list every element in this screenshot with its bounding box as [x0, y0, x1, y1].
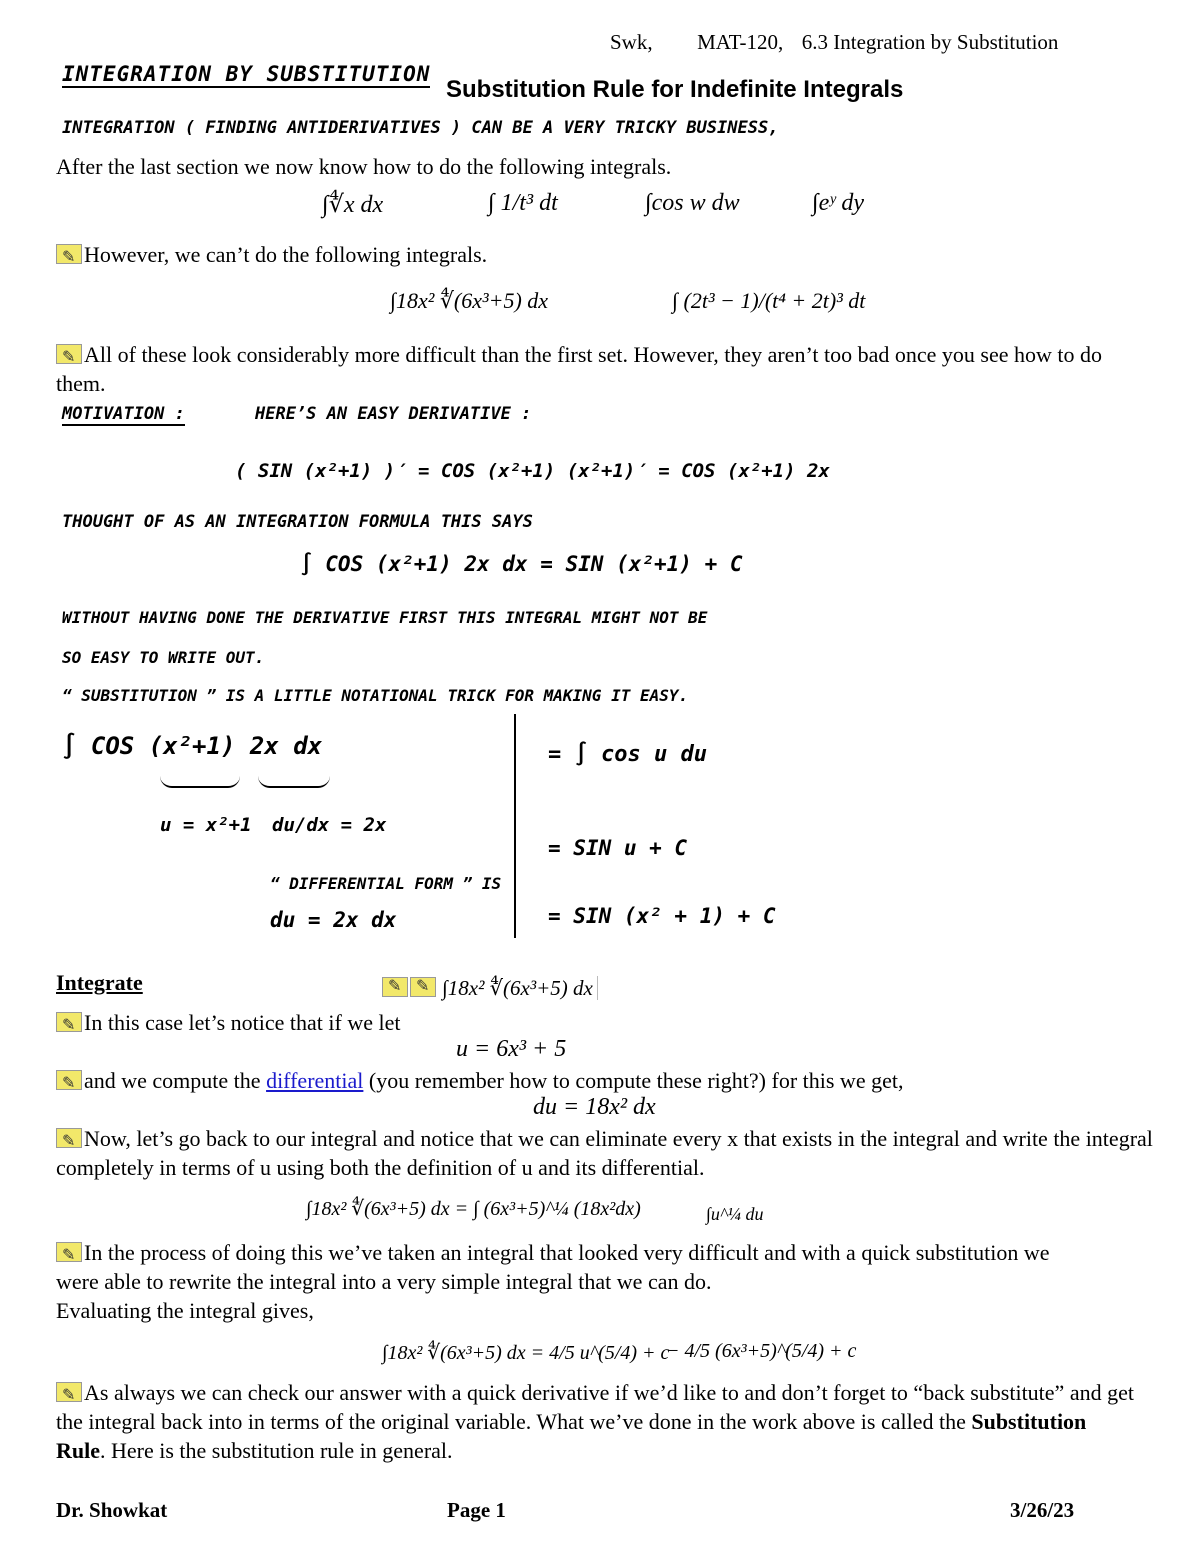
paragraph-in-the-process: ✎In the process of doing this we’ve taken an integral that looked very difficult and with a quick substitution we were able to rewrite the integral into a very simple integral that we can do.: [56, 1238, 1056, 1296]
note-icon[interactable]: [56, 344, 82, 364]
motivation-derivative-line: ( SIN (x²+1) )′ = COS (x²+1) (x²+1)′ = COS (x²+1) 2x: [235, 460, 830, 482]
motivation-easy-derivative: HERE’S AN EASY DERIVATIVE :: [255, 404, 532, 424]
paragraph-evaluating: Evaluating the integral gives,: [56, 1298, 314, 1323]
motivation-label: MOTIVATION :: [62, 404, 185, 424]
hard-integral-2: ∫ (2t³ − 1)/(t⁴ + 2t)³ dt: [672, 288, 866, 313]
rewrite-equation: ∫18x² ∜(6x³+5) dx = ∫ (6x³+5)^¼ (18x²dx): [306, 1198, 641, 1220]
easy-integral-3: ∫cos w dw: [645, 190, 740, 216]
motivation-without-1: WITHOUT HAVING DONE THE DERIVATIVE FIRST THIS INTEGRAL MIGHT NOT BE: [62, 608, 708, 627]
hand-intro: INTEGRATION ( FINDING ANTIDERIVATIVES ) CAN BE A VERY TRICKY BUSINESS,: [62, 118, 779, 138]
du-equation: du = 18x² dx: [533, 1094, 656, 1120]
worked-du-equation: du = 2x dx: [270, 908, 397, 932]
rewrite-u-integral: ∫u^¼ du: [706, 1204, 764, 1224]
footer-page-number: Page 1: [447, 1498, 506, 1522]
motivation-formula: ∫ COS (x²+1) 2x dx = SIN (x²+1) + C: [300, 552, 743, 576]
hand-title: INTEGRATION BY SUBSTITUTION: [62, 62, 431, 86]
integrate-expression: ∫18x² ∜(6x³+5) dx: [442, 976, 598, 1000]
worked-differential-form: “ DIFFERENTIAL FORM ” IS: [270, 874, 502, 893]
paragraph-now-lets-go-back: ✎Now, let’s go back to our integral and notice that we can eliminate every x that exists in the integral and write the integral completely in terms of u using both the definition of u and its differential.: [56, 1124, 1156, 1182]
u-equation: u = 6x³ + 5: [456, 1036, 567, 1062]
worked-du-dx: du/dx = 2x: [272, 814, 387, 836]
motivation-without-2: SO EASY TO WRITE OUT.: [62, 648, 265, 667]
brace-under-cos: [160, 776, 240, 788]
paragraph-after-last-section: After the last section we now know how to do the following integrals.: [56, 154, 672, 179]
footer-date: 3/26/23: [1010, 1498, 1075, 1522]
evaluate-equation: ∫18x² ∜(6x³+5) dx = 4/5 u^(5/4) + c: [382, 1342, 670, 1364]
note-icon[interactable]: [56, 1128, 82, 1148]
page-header: [610, 30, 1058, 55]
easy-integral-2: ∫ 1/t³ dt: [488, 190, 558, 216]
page-subtitle: Substitution Rule for Indefinite Integrals: [446, 76, 904, 103]
note-icon[interactable]: [382, 977, 408, 997]
integrate-label: Integrate: [56, 970, 143, 995]
header-course: MAT-120,: [697, 30, 784, 54]
note-icon[interactable]: [410, 977, 436, 997]
paragraph-in-this-case: ✎In this case let’s notice that if we let: [56, 1008, 400, 1037]
evaluate-final: − 4/5 (6x³+5)^(5/4) + c: [666, 1340, 857, 1362]
paragraph-all-of-these: ✎All of these look considerably more difficult than the first set. However, they aren’t too bad once you see how to do them.: [56, 340, 1146, 398]
worked-right-1: = ∫ cos u du: [548, 742, 707, 767]
note-icon[interactable]: [56, 1242, 82, 1262]
hard-integral-1: ∫18x² ∜(6x³+5) dx: [390, 288, 549, 313]
footer-author: Dr. Showkat: [56, 1498, 168, 1522]
paragraph-however: ✎However, we can’t do the following integrals.: [56, 240, 487, 269]
motivation-trick: “ SUBSTITUTION ” IS A LITTLE NOTATIONAL TRICK FOR MAKING IT EASY.: [62, 686, 689, 705]
paragraph-as-always: ✎As always we can check our answer with a quick derivative if we’d like to and don’t forget to “back substitute” and get the integral back into in terms of the original variable. What we’ve done in the work above is called the Substitution Rule. Here is the substitution rule in general.: [56, 1378, 1136, 1465]
easy-integral-1: ∫∜x dx: [322, 192, 384, 218]
header-author: Swk,: [610, 30, 653, 54]
note-icon[interactable]: [56, 1382, 82, 1402]
substitution-rule-bold: Substitution Rule: [56, 1409, 1087, 1463]
brace-under-2x: [258, 776, 330, 788]
worked-u-definition: u = x²+1: [160, 814, 252, 836]
worked-right-2: = SIN u + C: [548, 836, 688, 860]
note-icon[interactable]: [56, 1070, 82, 1090]
header-section: 6.3 Integration by Substitution: [801, 30, 1059, 54]
note-icon[interactable]: [56, 1012, 82, 1032]
worked-left-integral: ∫ COS (x²+1) 2x dx: [62, 732, 323, 760]
easy-integral-4: ∫eʸ dy: [812, 190, 864, 216]
worked-divider: [514, 714, 516, 938]
note-icon[interactable]: [56, 244, 82, 264]
integrate-expression-row: [382, 976, 598, 1001]
differential-link[interactable]: differential: [266, 1068, 364, 1093]
motivation-thought: THOUGHT OF AS AN INTEGRATION FORMULA THIS SAYS: [62, 512, 533, 532]
paragraph-differential: ✎and we compute the differential (you remember how to compute these right?) for this we get,: [56, 1066, 903, 1095]
worked-right-3: = SIN (x² + 1) + C: [548, 904, 776, 928]
